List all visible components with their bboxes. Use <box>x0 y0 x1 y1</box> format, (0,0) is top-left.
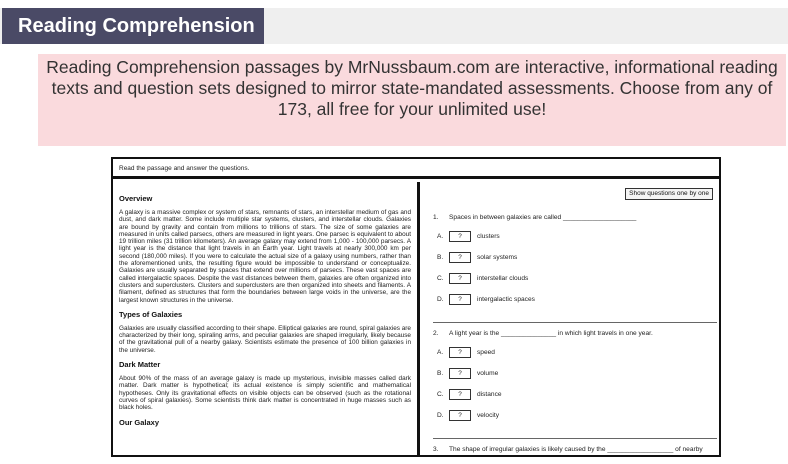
answer-option[interactable] <box>437 346 715 358</box>
paragraph-types: Galaxies are usually classified according to their shape. Elliptical galaxies are round, spiral galaxies are characterized by their long, spiraling arms, and peculiar galaxies are shaped irregularly, likely because of the gravitational pull of a nearby galaxy. Scientists estimate the presence of 100 billion galaxies in the universe. <box>119 324 411 354</box>
page-title: Reading Comprehension <box>2 8 264 44</box>
question-text: Spaces in between galaxies are called ____________________ <box>449 214 637 221</box>
option-letter: B. <box>437 369 444 377</box>
option-text: solar systems <box>477 253 518 261</box>
option-letter: D. <box>437 411 444 419</box>
answer-option[interactable] <box>437 293 715 305</box>
show-questions-button[interactable]: Show questions one by one <box>625 188 713 200</box>
question-3 <box>433 446 715 453</box>
answer-select[interactable]: ? <box>449 410 471 421</box>
option-text: distance <box>477 390 502 398</box>
option-letter: D. <box>437 295 444 303</box>
option-letter: A. <box>437 348 444 356</box>
paragraph-dark-matter: About 90% of the mass of an average galaxy is made up mysterious, invisible masses called dark matter. Dark matter is hypothetical; its actual existence is simply scientific and mathematical hypotheses. Only its gravitational effects on visible objects can be observed (such as the rotational curves of spiral galaxies). Some scientists think dark matter is concentrated in huge masses such as black holes. <box>119 375 411 412</box>
question-2 <box>433 330 715 421</box>
answer-option[interactable] <box>437 409 715 421</box>
question-text: A light year is the _______________ in which light travels in one year. <box>449 330 653 337</box>
intro-text: Reading Comprehension passages by MrNussbaum.com are interactive, informational reading texts and question sets designed to mirror state-mandated assessments. Choose from any of 173, all free for your unlimited use! <box>46 57 778 119</box>
option-text: volume <box>477 369 499 377</box>
section-title-our-galaxy: Our Galaxy <box>119 417 160 427</box>
option-text: speed <box>477 348 495 356</box>
answer-select[interactable]: ? <box>449 368 471 379</box>
answer-option[interactable] <box>437 388 715 400</box>
paragraph-overview: A galaxy is a massive complex or system of stars, remnants of stars, an interstellar medium of gas and dust, and dark matter. Some include multiple star systems, clusters, and interstellar clouds. Galaxies are bound by gravity and contain from millions to trillions of stars. The size of some galaxies are measured in units called parsecs, others are measured in light years. One parsec is equivalent to about 19 trillion miles (31 trillion kilometers). An average galaxy may extend from 1,000 - 100,000 parsecs. A light year is the distance that light travels in an Earth year. Light travels at nearly 300,000 km per second (180,000 miles). If you were to calculate the actual size of a galaxy using numbers, rather than the aforementioned units, the resulting figure would be impossible to understand or conceptualize. Galaxies are usually separated by spaces that extend over millions of parsecs. These vast spaces are called intergalactic spaces. Despite the vast distances between them, galaxies are often organized into clusters and superclusters. Clusters and superclusters are then organized into sheets and filaments. A filament, defined as structures that form the boundaries between large voids in the universe, are the largest known structures in the universe. <box>119 209 411 304</box>
answer-select[interactable]: ? <box>449 252 471 263</box>
answer-select[interactable]: ? <box>449 347 471 358</box>
questions-panel <box>423 182 719 457</box>
answer-option[interactable] <box>437 251 715 263</box>
option-letter: C. <box>437 390 444 398</box>
answer-option[interactable] <box>437 367 715 379</box>
option-text: intergalactic spaces <box>477 295 535 303</box>
section-title-overview: Overview <box>119 194 153 203</box>
question-divider <box>433 438 717 439</box>
section-title-dark-matter: Dark Matter <box>119 360 161 370</box>
answer-select[interactable]: ? <box>449 389 471 400</box>
answer-select[interactable]: ? <box>449 231 471 242</box>
option-text: velocity <box>477 411 499 419</box>
answer-select[interactable]: ? <box>449 294 471 305</box>
option-letter: B. <box>437 253 444 261</box>
intro-box <box>38 54 786 146</box>
option-letter: A. <box>437 232 444 240</box>
question-1 <box>433 214 715 305</box>
option-text: interstellar clouds <box>477 274 529 282</box>
answer-option[interactable] <box>437 230 715 242</box>
question-number: 3. <box>433 446 439 453</box>
option-letter: C. <box>437 274 444 282</box>
question-text: The shape of irregular galaxies is likely caused by the __________________ of nearby <box>449 446 703 453</box>
question-number: 1. <box>433 214 439 221</box>
question-divider <box>433 322 717 323</box>
section-title-types: Types of Galaxies <box>119 309 183 319</box>
option-text: clusters <box>477 232 500 240</box>
answer-select[interactable]: ? <box>449 273 471 284</box>
reading-preview-thumbnail[interactable] <box>111 157 721 457</box>
question-number: 2. <box>433 330 439 337</box>
answer-option[interactable] <box>437 272 715 284</box>
passage-panel <box>113 182 420 457</box>
instruction-bar: Read the passage and answer the questions. <box>113 159 719 179</box>
